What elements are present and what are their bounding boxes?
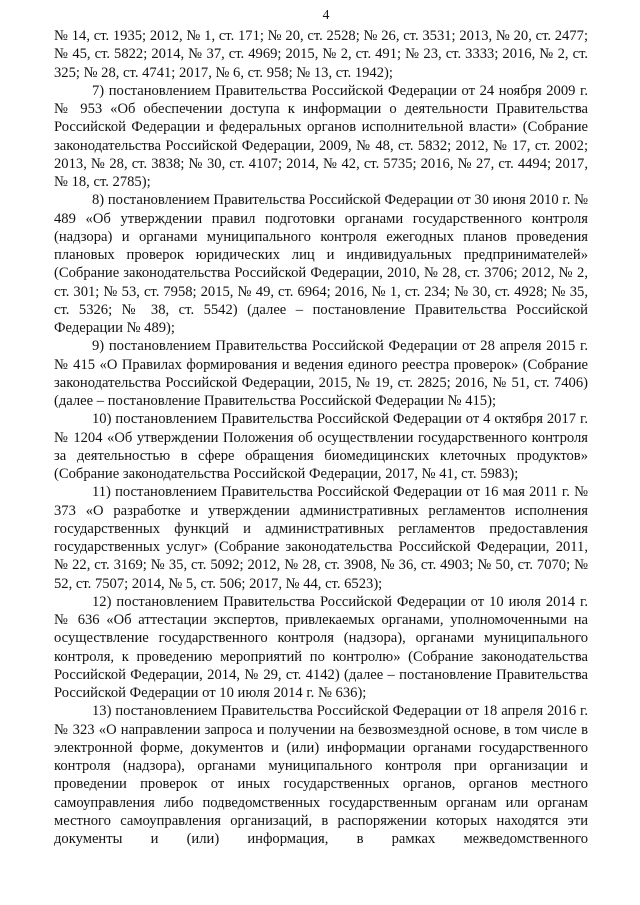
document-page — [54, 6, 588, 848]
page-number: 4 — [322, 7, 330, 22]
paragraph-item-10: 10) постановлением Правительства Российской Федерации от 4 октября 2017 г. № 1204 «Об утверждении Положения об осуществлении государственного контроля за деятельностью в сфере обращения биомедицинских клеточных продуктов» (Собрание законодательства Российской Федерации, 2017, № 41, ст. 5983); — [54, 411, 588, 482]
paragraph-item-7: 7) постановлением Правительства Российской Федерации от 24 ноября 2009 г. № 953 «Об обеспечении доступа к информации о деятельности Правительства Российской Федерации и федеральных органов исполнительной власти» (Собрание законодательства Российской Федерации, 2009, № 48, ст. 5832; 2012, № 17, ст. 2002; 2013, № 28, ст. 3838; № 30, ст. 4107; 2014, № 42, ст. 5735; 2016, № 27, ст. 4494; 2017, № 18, ст. 2785); — [54, 82, 588, 190]
paragraph-item-13: 13) постановлением Правительства Российской Федерации от 18 апреля 2016 г. № 323 «О направлении запроса и получении на безвозмездной основе, в том числе в электронной форме, документов и (или) информации органами государственного контроля (надзора), органами муниципального контроля при организации и проведении проверок от иных государственных органов, органов местного самоуправления либо подведомственных государственным органам или органам местного самоуправления организаций, в распоряжении которых находятся эти документы и (или) информация, в рамках межведомственного — [54, 703, 588, 847]
paragraph-continuation: № 14, ст. 1935; 2012, № 1, ст. 171; № 20, ст. 2528; № 26, ст. 3531; 2013, № 20, ст. 2477; № 45, ст. 5822; 2014, № 37, ст. 4969; 2015, № 2, ст. 491; № 23, ст. 3333; 2016, № 2, ст. 325; № 28, ст. 4741; 2017, № 6, ст. 958; № 13, ст. 1942); — [54, 28, 588, 81]
paragraph-item-8: 8) постановлением Правительства Российской Федерации от 30 июня 2010 г. № 489 «Об утверждении правил подготовки органами государственного контроля (надзора) и органами муниципального контроля ежегодных планов проведения плановых проверок юридических лиц и индивидуальных предпринимателей» (Собрание законодательства Российской Федерации, 2010, № 28, ст. 3706; 2012, № 2, ст. 301; № 53, ст. 7958; 2015, № 49, ст. 6964; 2016, № 1, ст. 234; № 30, ст. 4928; № 35, ст. 5326; № 38, ст. 5542) (далее – постановление Правительства Российской Федерации № 489); — [54, 192, 588, 336]
paragraph-item-11: 11) постановлением Правительства Российской Федерации от 16 мая 2011 г. № 373 «О разработке и утверждении административных регламентов исполнения государственных функций и административных регламентов предоставления государственных услуг» (Собрание законодательства Российской Федерации, 2011, № 22, ст. 3169; № 35, ст. 5092; 2012, № 28, ст. 3908, № 36, ст. 4903; № 50, ст. 7070; № 52, ст. 7507; 2014, № 5, ст. 506; 2017, № 44, ст. 6523); — [54, 484, 588, 592]
paragraph-item-9: 9) постановлением Правительства Российской Федерации от 28 апреля 2015 г. № 415 «О Правилах формирования и ведения единого реестра проверок» (Собрание законодательства Российской Федерации, 2015, № 19, ст. 2825; 2016, № 51, ст. 7406) (далее – постановление Правительства Российской Федерации № 415); — [54, 338, 588, 409]
paragraph-item-12: 12) постановлением Правительства Российской Федерации от 10 июля 2014 г. № 636 «Об аттестации экспертов, привлекаемых органами, уполномоченными на осуществление государственного контроля (надзора), органами муниципального контроля, к проведению мероприятий по контролю» (Собрание законодательства Российской Федерации, 2014, № 29, ст. 4142) (далее – постановление Правительства Российской Федерации от 10 июля 2014 г. № 636); — [54, 593, 588, 701]
